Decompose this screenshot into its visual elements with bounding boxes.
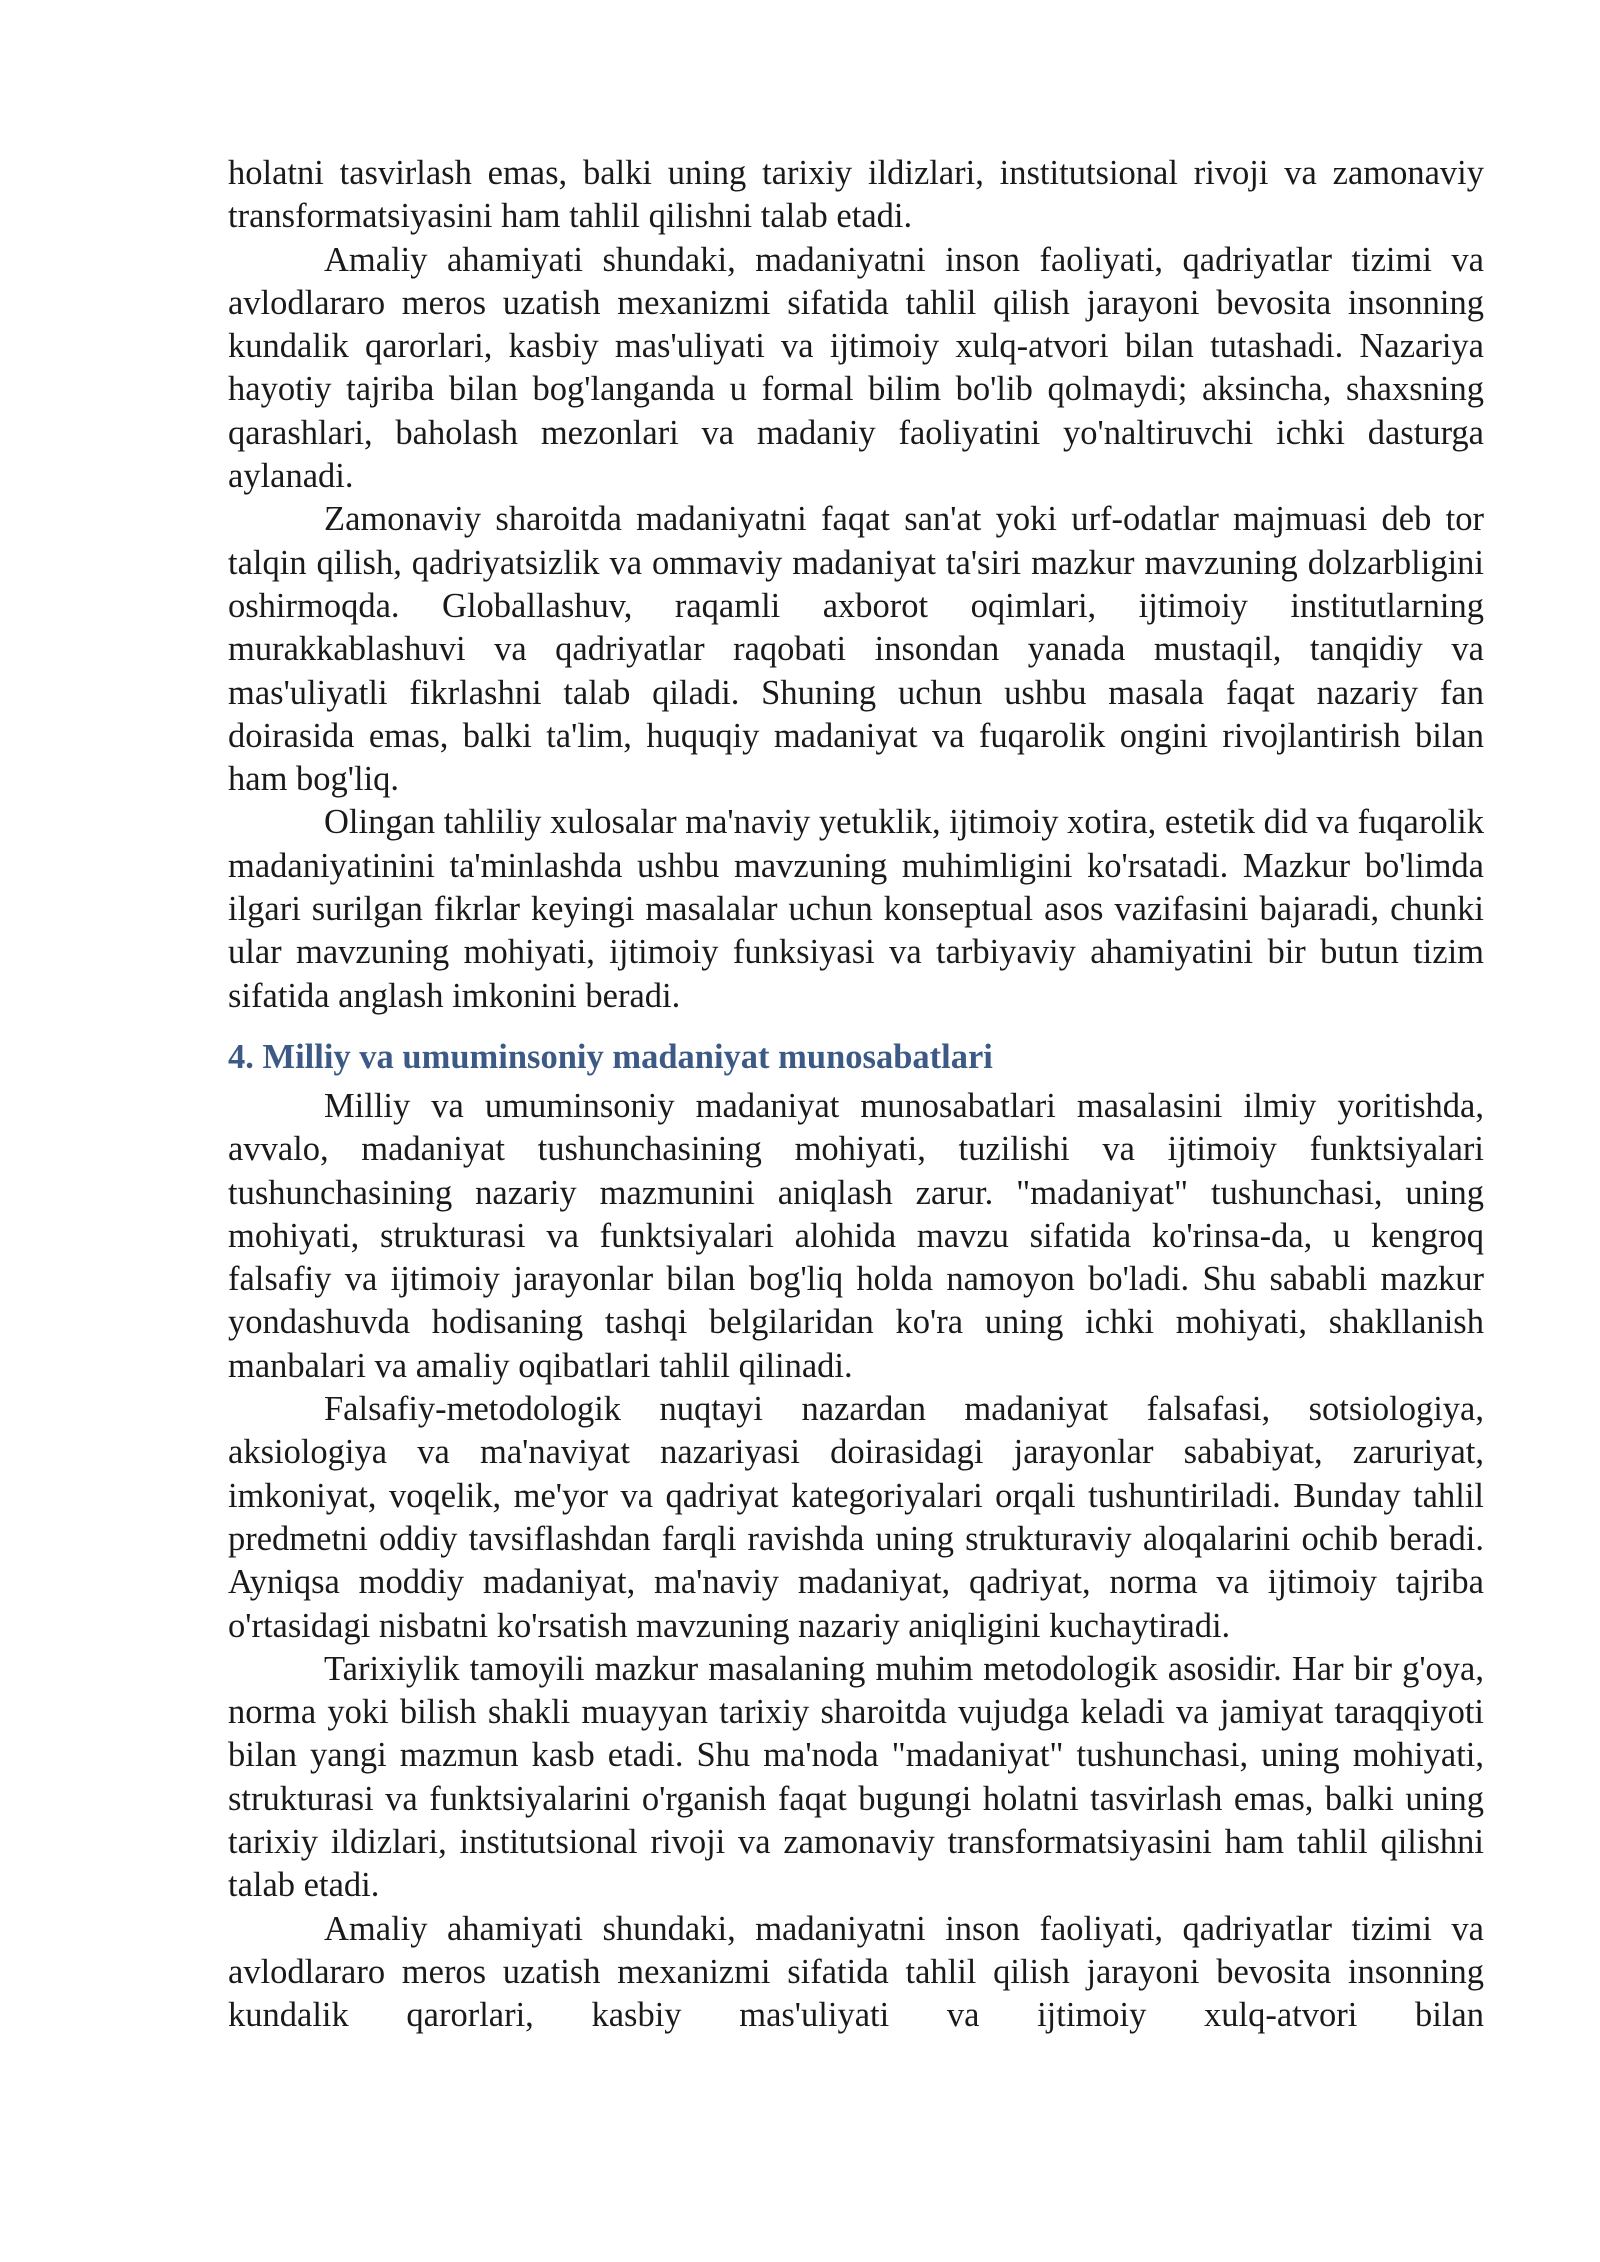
paragraph-philosophical-methodological: Falsafiy-metodologik nuqtayi nazardan madaniyat falsafasi, sotsiologiya, aksiologiya va ma'naviyat nazariyasi doirasidagi jarayonlar sababiyat, zaruriyat, imkoniyat, voqelik, me'yor va qadriyat kategoriyalari orqali tushuntiriladi. Bunday tahlil predmetni oddiy tavsiflashdan farqli ravishda uning strukturaviy aloqalarini ochib beradi. Ayniqsa moddiy madaniyat, ma'naviy madaniyat, qadriyat, norma va ijtimoiy tajriba o'rtasidagi nisbatni ko'rsatish mavzuning nazariy aniqligini kuchaytiradi.: [228, 1390, 1484, 1645]
paragraph-modern-conditions: Zamonaviy sharoitda madaniyatni faqat san'at yoki urf-odatlar majmuasi deb tor talqin qilish, qadriyatsizlik va ommaviy madaniyat ta'siri mazkur mavzuning dolzarbligini oshirmoqda. Globallashuv, raqamli axborot oqimlari, ijtimoiy institutlarning murakkablashuvi va qadriyatlar raqobati insondan yanada mustaqil, tanqidiy va mas'uliyatli fikrlashni talab qiladi. Shuning uchun ushbu masala faqat nazariy fan doirasida emas, balki ta'lim, huquqiy madaniyat va fuqarolik ongini rivojlantirish bilan ham bog'liq.: [228, 500, 1484, 799]
paragraph-national-universal: Milliy va umuminsoniy madaniyat munosabatlari masalasini ilmiy yoritishda, avvalo, madaniyat tushunchasining mohiyati, tuzilishi va ijtimoiy funktsiyalari tushunchasining nazariy mazmunini aniqlash zarur. "madaniyat" tushunchasi, uning mohiyati, strukturasi va funktsiyalari alohida mavzu sifatida ko'rinsa-da, u kengroq falsafiy va ijtimoiy jarayonlar bilan bog'liq holda namoyon bo'ladi. Shu sababli mazkur yondashuvda hodisaning tashqi belgilaridan ko'ra uning ichki mohiyati, shakllanish manbalari va amaliy oqibatlari tahlil qilinadi.: [228, 1086, 1484, 1385]
paragraph-practical-significance: Amaliy ahamiyati shundaki, madaniyatni inson faoliyati, qadriyatlar tizimi va avlodlararo meros uzatish mexanizmi sifatida tahlil qilish jarayoni bevosita insonning kundalik qarorlari, kasbiy mas'uliyati va ijtimoiy xulq-atvori bilan tutashadi. Nazariya hayotiy tajriba bilan bog'langanda u formal bilim bo'lib qolmaydi; aksincha, shaxsning qarashlari, baholash mezonlari va madaniy faoliyatini yo'naltiruvchi ichki dasturga aylanadi.: [228, 240, 1484, 496]
paragraph-continued: holatni tasvirlash emas, balki uning tarixiy ildizlari, institutsional rivoji va zamonaviy transformatsiyasini ham tahlil qilishni talab etadi.: [228, 154, 1484, 236]
document-page: [228, 152, 1484, 2037]
section-heading: 4. Milliy va umuminsoniy madaniyat munosabatlari: [228, 1037, 993, 1076]
paragraph-historicity: Tarixiylik tamoyili mazkur masalaning muhim metodologik asosidir. Har bir g'oya, norma yoki bilish shakli muayyan tarixiy sharoitda vujudga keladi va jamiyat taraqqiyoti bilan yangi mazmun kasb etadi. Shu ma'noda "madaniyat" tushunchasi, uning mohiyati, strukturasi va funktsiyalarini o'rganish faqat bugungi holatni tasvirlash emas, balki uning tarixiy ildizlari, institutsional rivoji va zamonaviy transformatsiyasini ham tahlil qilishni talab etadi.: [228, 1649, 1484, 1905]
paragraph-conclusions: Olingan tahliliy xulosalar ma'naviy yetuklik, ijtimoiy xotira, estetik did va fuqarolik madaniyatinini ta'minlashda ushbu mavzuning muhimligini ko'rsatadi. Mazkur bo'limda ilgari surilgan fikrlar keyingi masalalar uchun konseptual asos vazifasini bajaradi, chunki ular mavzuning mohiyati, ijtimoiy funksiyasi va tarbiyaviy ahamiyatini bir butun tizim sifatida anglash imkonini beradi.: [228, 803, 1484, 1015]
paragraph-practical-significance-repeat: Amaliy ahamiyati shundaki, madaniyatni inson faoliyati, qadriyatlar tizimi va avlodlararo meros uzatish mexanizmi sifatida tahlil qilish jarayoni bevosita insonning kundalik qarorlari, kasbiy mas'uliyati va ijtimoiy xulq-atvori bilan: [228, 1909, 1484, 2035]
